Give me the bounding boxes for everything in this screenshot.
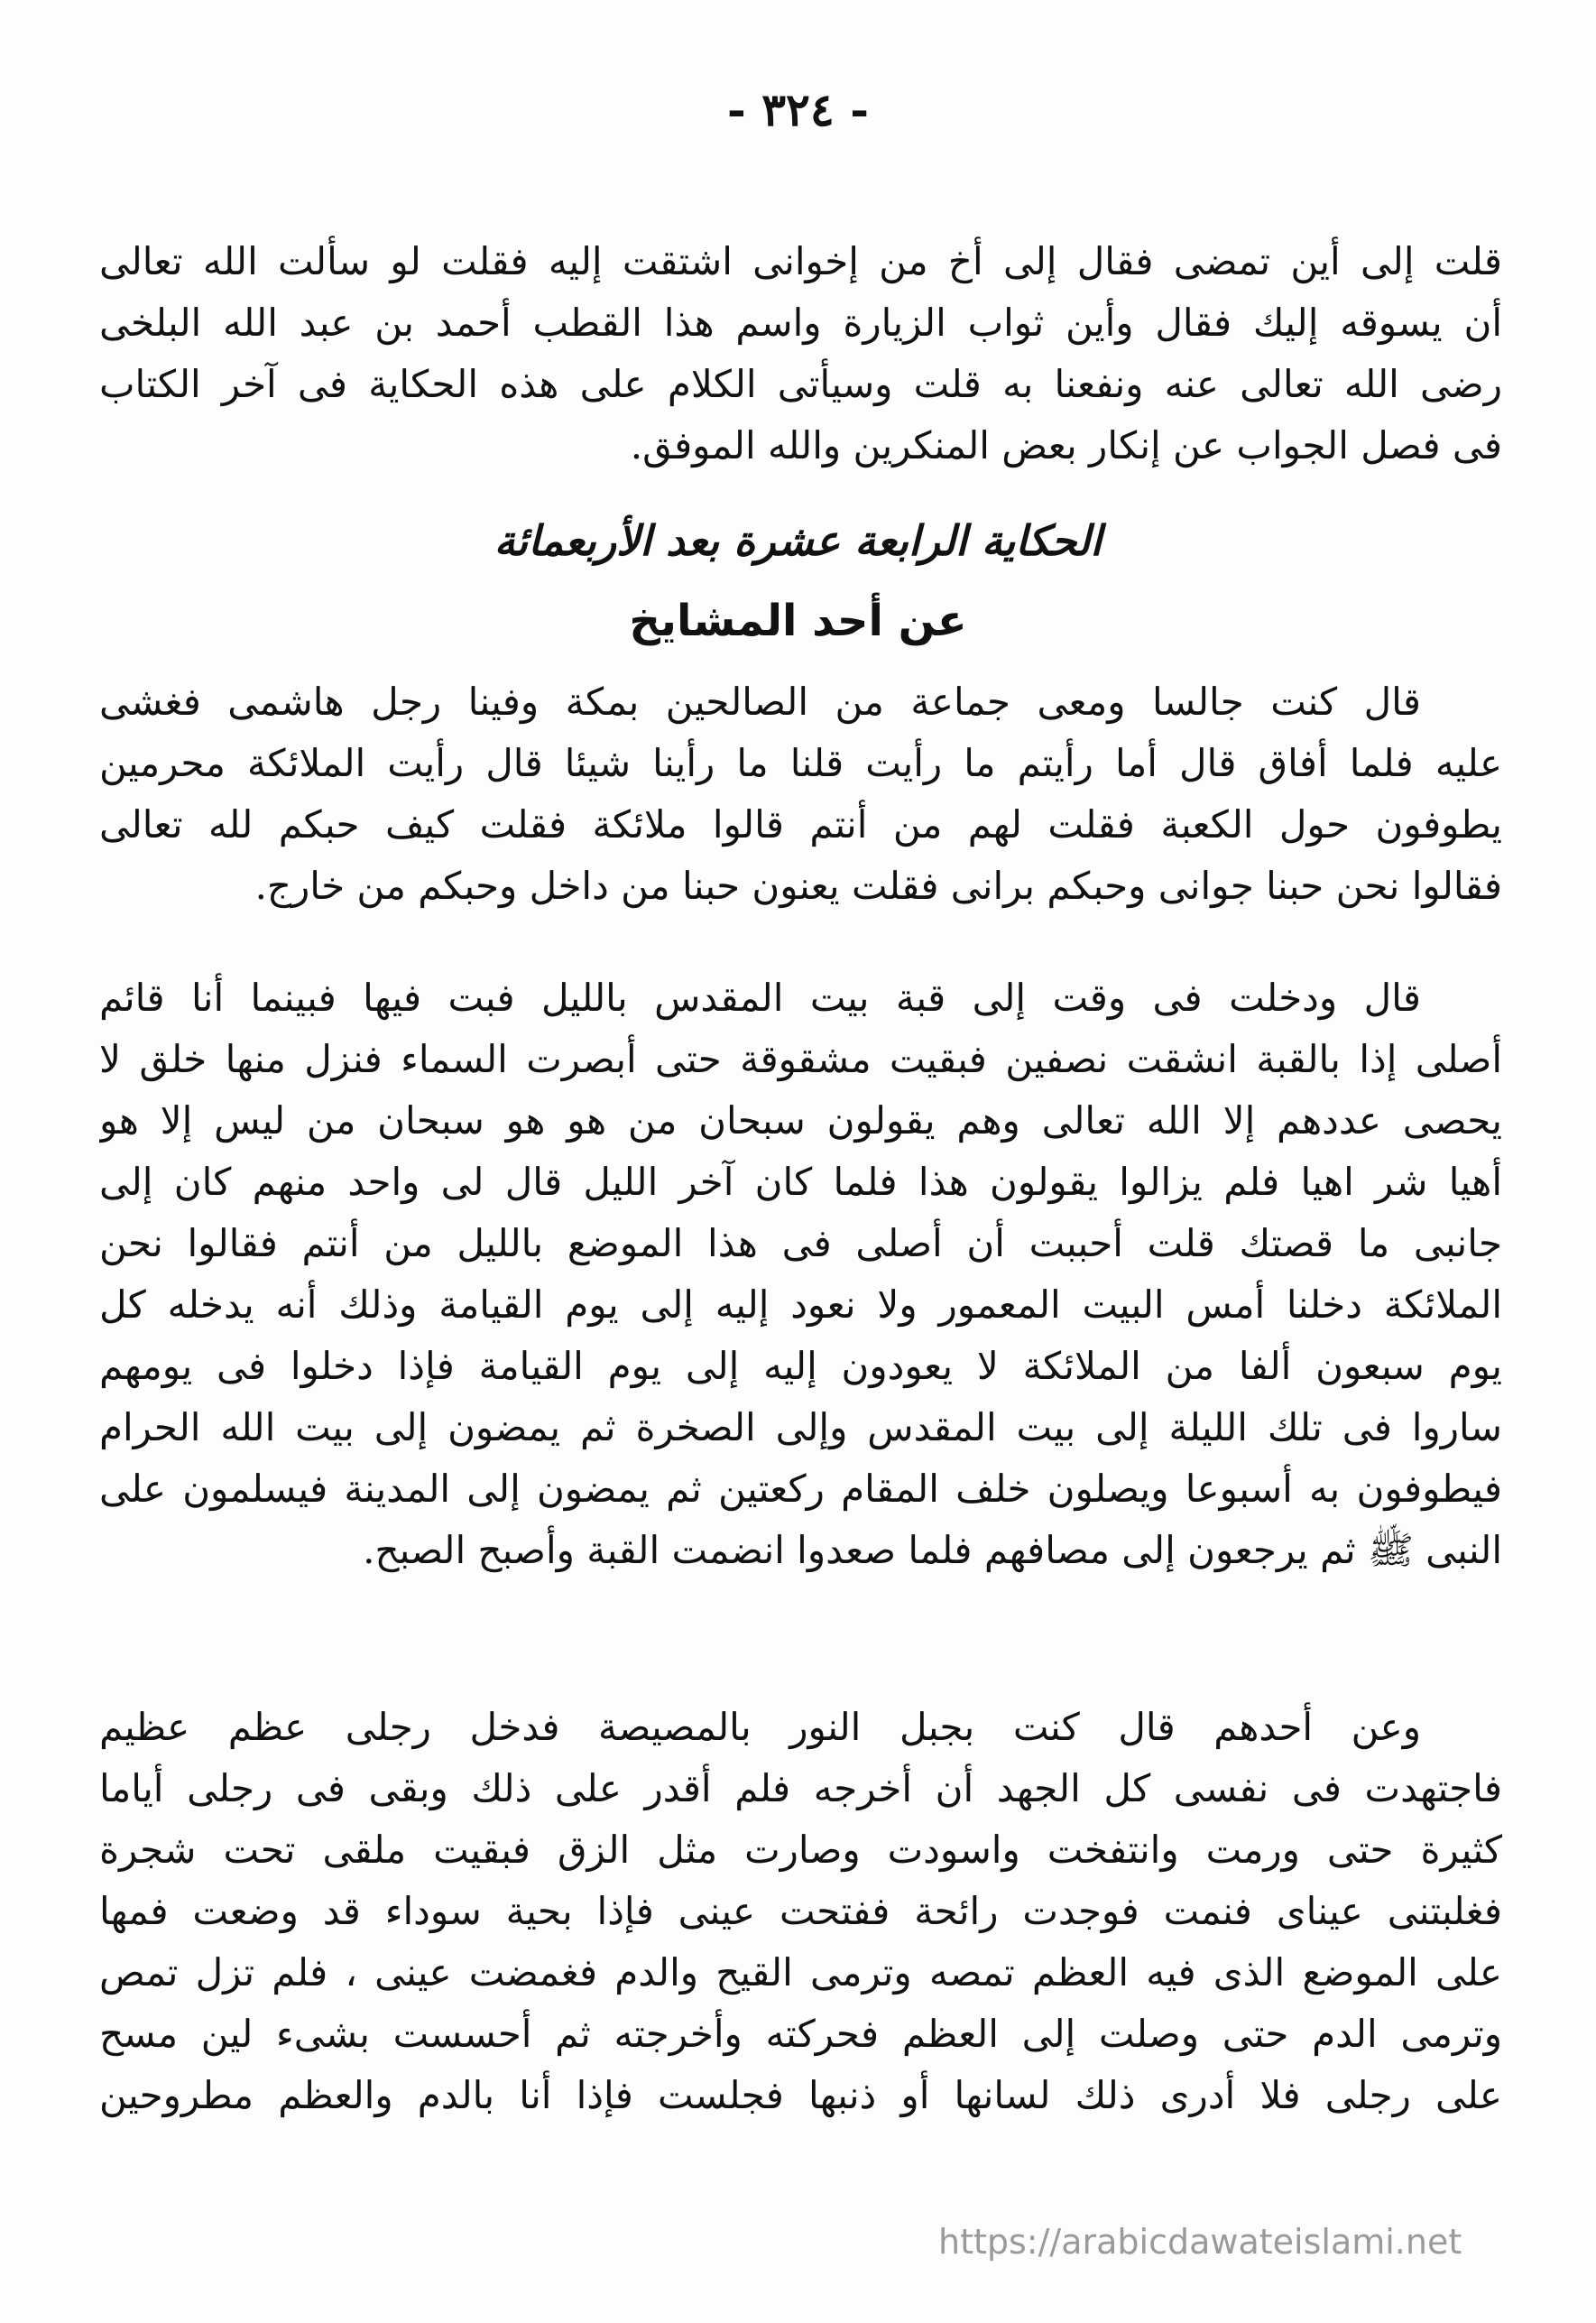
- text-line: أصلى إذا بالقبة انشقت نصفين فبقيت مشقوقة حتى أبصرت السماء فنزل منها خلق لا: [99, 1037, 1502, 1081]
- section-subheading: عن أحد المشايخ: [629, 596, 967, 646]
- text-line: أهيا شر اهيا فلم يزالوا يقولون هذا فلما كان آخر الليل قال لى واحد منهم كان إلى: [99, 1160, 1502, 1204]
- text-line: فغلبتنى عيناى فنمت فوجدت رائحة ففتحت عينى فإذا بحية سوداء قد وضعت فمها: [99, 1889, 1502, 1933]
- text-line: عليه فلما أفاق قال أما رأيتم ما رأيت قلنا ما رأينا شيئا قال رأيت الملائكة محرمين: [99, 741, 1502, 785]
- text-line: يوم سبعون ألفا من الملائكة لا يعودون إليه إلى يوم القيامة فإذا دخلوا فى يومهم: [99, 1344, 1502, 1388]
- text-line: قال كنت جالسا ومعى جماعة من الصالحين بمكة وفينا رجل هاشمى فغشى: [99, 680, 1421, 724]
- text-line: فى فصل الجواب عن إنكار بعض المنكرين والله الموفق.: [630, 423, 1502, 467]
- section-heading: الحكاية الرابعة عشرة بعد الأربعمائة: [494, 516, 1102, 565]
- text-line: قلت إلى أين تمضى فقال إلى أخ من إخوانى اشتقت إليه فقلت لو سألت الله تعالى: [99, 239, 1502, 283]
- page-number: - ٣٢٤ -: [727, 83, 869, 136]
- text-line: يطوفون حول الكعبة فقلت لهم من أنتم قالوا ملائكة فقلت كيف حبكم لله تعالى: [99, 802, 1502, 847]
- text-line: وعن أحدهم قال كنت بجبل النور بالمصيصة فدخل رجلى عظم عظيم: [99, 1705, 1421, 1749]
- text-line: أن يسوقه إليك فقال وأين ثواب الزيارة واسم هذا القطب أحمد بن عبد الله البلخى: [99, 301, 1502, 345]
- paragraph-1: [99, 231, 1502, 477]
- text-line: على الموضع الذى فيه العظم تمصه وترمى القيح والدم فغمضت عينى ، فلم تزل تمص: [99, 1950, 1502, 1994]
- text-line: وترمى الدم حتى وصلت إلى العظم فحركته وأخرجته ثم أحسست بشىء لين مسح: [99, 2012, 1502, 2056]
- text-line: قال ودخلت فى وقت إلى قبة بيت المقدس بالليل فبت فيها فبينما أنا قائم: [99, 976, 1421, 1020]
- paragraph-2: [99, 671, 1502, 917]
- paragraph-3: [99, 967, 1502, 1581]
- text-line: رضى الله تعالى عنه ونفعنا به قلت وسيأتى الكلام على هذه الحكاية فى آخر الكتاب: [99, 362, 1502, 406]
- text-line: كثيرة حتى ورمت وانتفخت واسودت وصارت مثل الزق فبقيت ملقى تحت شجرة: [99, 1828, 1502, 1872]
- text-line: فيطوفون به أسبوعا ويصلون خلف المقام ركعتين ثم يمضون إلى المدينة فيسلمون على: [99, 1467, 1502, 1511]
- text-line: على رجلى فلا أدرى ذلك لسانها أو ذنبها فجلست فإذا أنا بالدم والعظم مطروحين: [99, 2073, 1502, 2117]
- text-line: الملائكة دخلنا أمس البيت المعمور ولا نعود إليه إلى يوم القيامة وذلك أنه يدخله كل: [99, 1282, 1502, 1327]
- text-line: النبى ﷺ ثم يرجعون إلى مصافهم فلما صعدوا انضمت القبة وأصبح الصبح.: [363, 1528, 1502, 1572]
- text-line: فقالوا نحن حبنا جوانى وحبكم برانى فقلت يعنون حبنا من داخل وحبكم من خارج.: [254, 864, 1502, 908]
- text-line: ساروا فى تلك الليلة إلى بيت المقدس وإلى الصخرة ثم يمضون إلى بيت الله الحرام: [99, 1405, 1502, 1449]
- text-line: يحصى عددهم إلا الله تعالى وهم يقولون سبحان من هو هو سبحان من ليس إلا هو: [99, 1098, 1502, 1143]
- watermark-url: https://arabicdawateislami.net: [938, 2222, 1462, 2262]
- text-line: جانبى ما قصتك قلت أحببت أن أصلى فى هذا الموضع بالليل من أنتم فقالوا نحن: [99, 1221, 1502, 1265]
- paragraph-4: [99, 1697, 1502, 2126]
- text-line: فاجتهدت فى نفسى كل الجهد أن أخرجه فلم أقدر على ذلك وبقى فى رجلى أياما: [99, 1766, 1502, 1810]
